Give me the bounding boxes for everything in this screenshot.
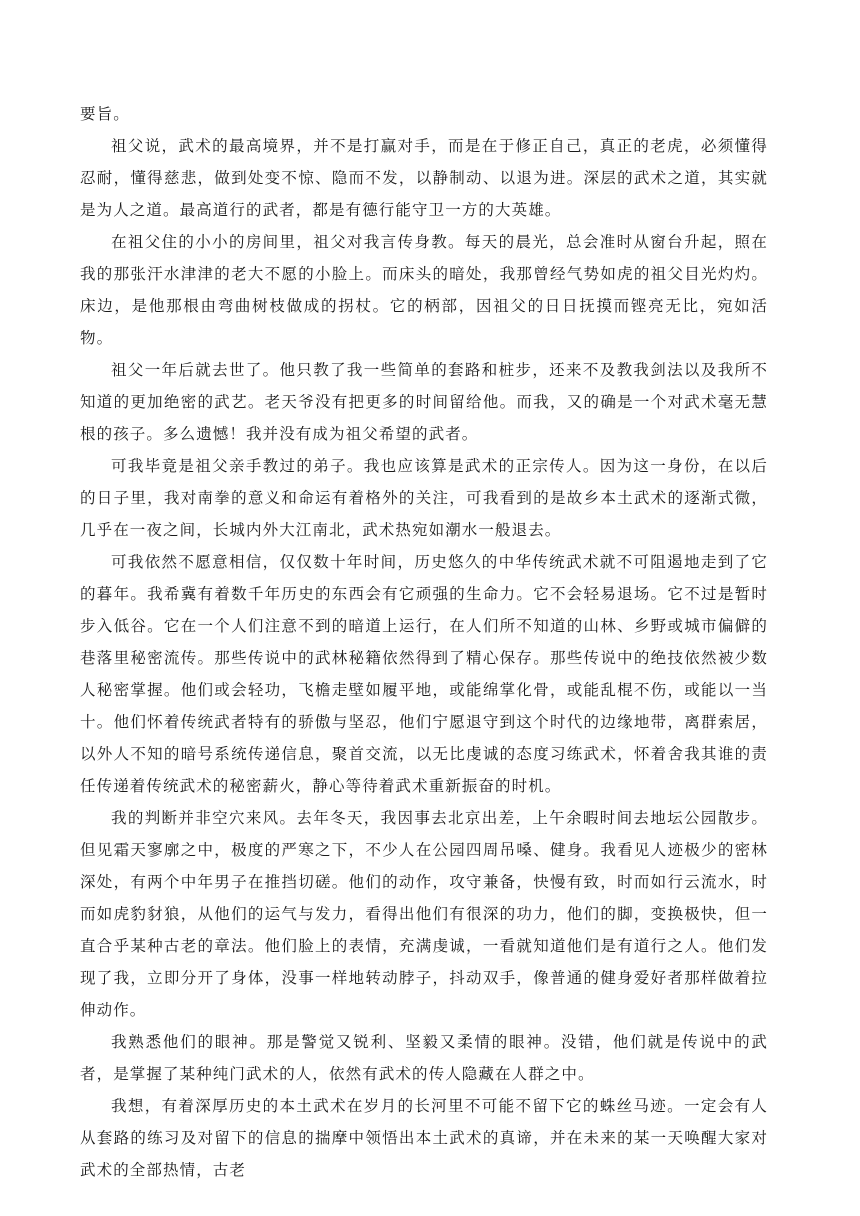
paragraph-continuation: 要旨。 [80,105,130,123]
paragraph-grandfather-death: 祖父一年后就去世了。他只教了我一些简单的套路和桩步，还来不及教我剑法以及我所不知道的更加绝密的武艺。老天爷没有把更多的时间留给他。而我，又的确是一个对武术毫无慧根的孩子。多么遗憾！我并没有成为祖父希望的武者。 [80,361,768,443]
paragraph-true-successor: 可我毕竟是祖父亲手教过的弟子。我也应该算是武术的正宗传人。因为这一身份，在以后的日子里，我对南拳的意义和命运有着格外的关注，可我看到的是故乡本土武术的逐渐式微，几乎在一夜之间，长城内外大江南北，武术热宛如潮水一般退去。 [80,457,768,539]
paragraph-ditan-park: 我的判断并非空穴来风。去年冬天，我因事去北京出差，上午余暇时间去地坛公园散步。但见霜天寥廓之中，极度的严寒之下，不少人在公园四周吊嗓、健身。我看见人迹极少的密林深处，有两个中年男子在推挡切磋。他们的动作，攻守兼备，快慢有致，时而如行云流水，时而如虎豹豺狼，从他们的运气与发力，看得出他们有很深的功力，他们的脚，变换极快，但一直合乎某种古老的章法。他们脸上的表情，充满虔诚，一看就知道他们是有道行之人。他们发现了我，立即分开了身体，没事一样地转动脖子，抖动双手，像普通的健身爱好者那样做着拉伸动作。 [80,809,768,1019]
paragraph-still-believe: 可我依然不愿意相信，仅仅数十年时间，历史悠久的中华传统武术就不可阻遏地走到了它的暮年。我希冀有着数千年历史的东西会有它顽强的生命力。它不会轻易退场。它不过是暂时步入低谷。它在一个人们注意不到的暗道上运行，在人们所不知道的山林、乡野或城市偏僻的巷落里秘密流传。那些传说中的武林秘籍依然得到了精心保存。那些传说中的绝技依然被少数人秘密掌握。他们或会轻功，飞檐走壁如履平地，或能绵掌化骨，或能乱棍不伤，或能以一当十。他们怀着传统武者特有的骄傲与坚忍，他们宁愿退守到这个时代的边缘地带，离群索居，以外人不知的暗号系统传递信息，聚首交流，以无比虔诚的态度习练武术，怀着舍我其谁的责任传递着传统武术的秘密薪火，静心等待着武术重新振奋的时机。 [80,553,768,795]
paragraph-familiar-eyes: 我熟悉他们的眼神。那是警觉又锐利、坚毅又柔情的眼神。没错，他们就是传说中的武者，是掌握了某种纯门武术的人，依然有武术的传人隐藏在人群之中。 [80,1033,768,1083]
paragraph-i-think: 我想，有着深厚历史的本土武术在岁月的长河里不可能不留下它的蛛丝马迹。一定会有人从套路的练习及对留下的信息的揣摩中领悟出本土武术的真谛，并在未来的某一天唤醒大家对武术的全部热情，古老 [80,1097,768,1179]
paragraph-highest-realm: 祖父说，武术的最高境界，并不是打赢对手，而是在于修正自己，真正的老虎，必须懂得忍耐，懂得慈悲，做到处变不惊、隐而不发，以静制动、以退为进。深层的武术之道，其实就是为人之道。最高道行的武者，都是有德行能守卫一方的大英雄。 [80,137,768,219]
paragraph-grandfather-room: 在祖父住的小小的房间里，祖父对我言传身教。每天的晨光，总会准时从窗台升起，照在我的那张汗水津津的老大不愿的小脸上。而床头的暗处，我那曾经气势如虎的祖父目光灼灼。床边，是他那根由弯曲树枝做成的拐杖。它的柄部，因祖父的日日抚摸而铿亮无比，宛如活物。 [80,233,768,347]
article-body [80,98,768,1186]
